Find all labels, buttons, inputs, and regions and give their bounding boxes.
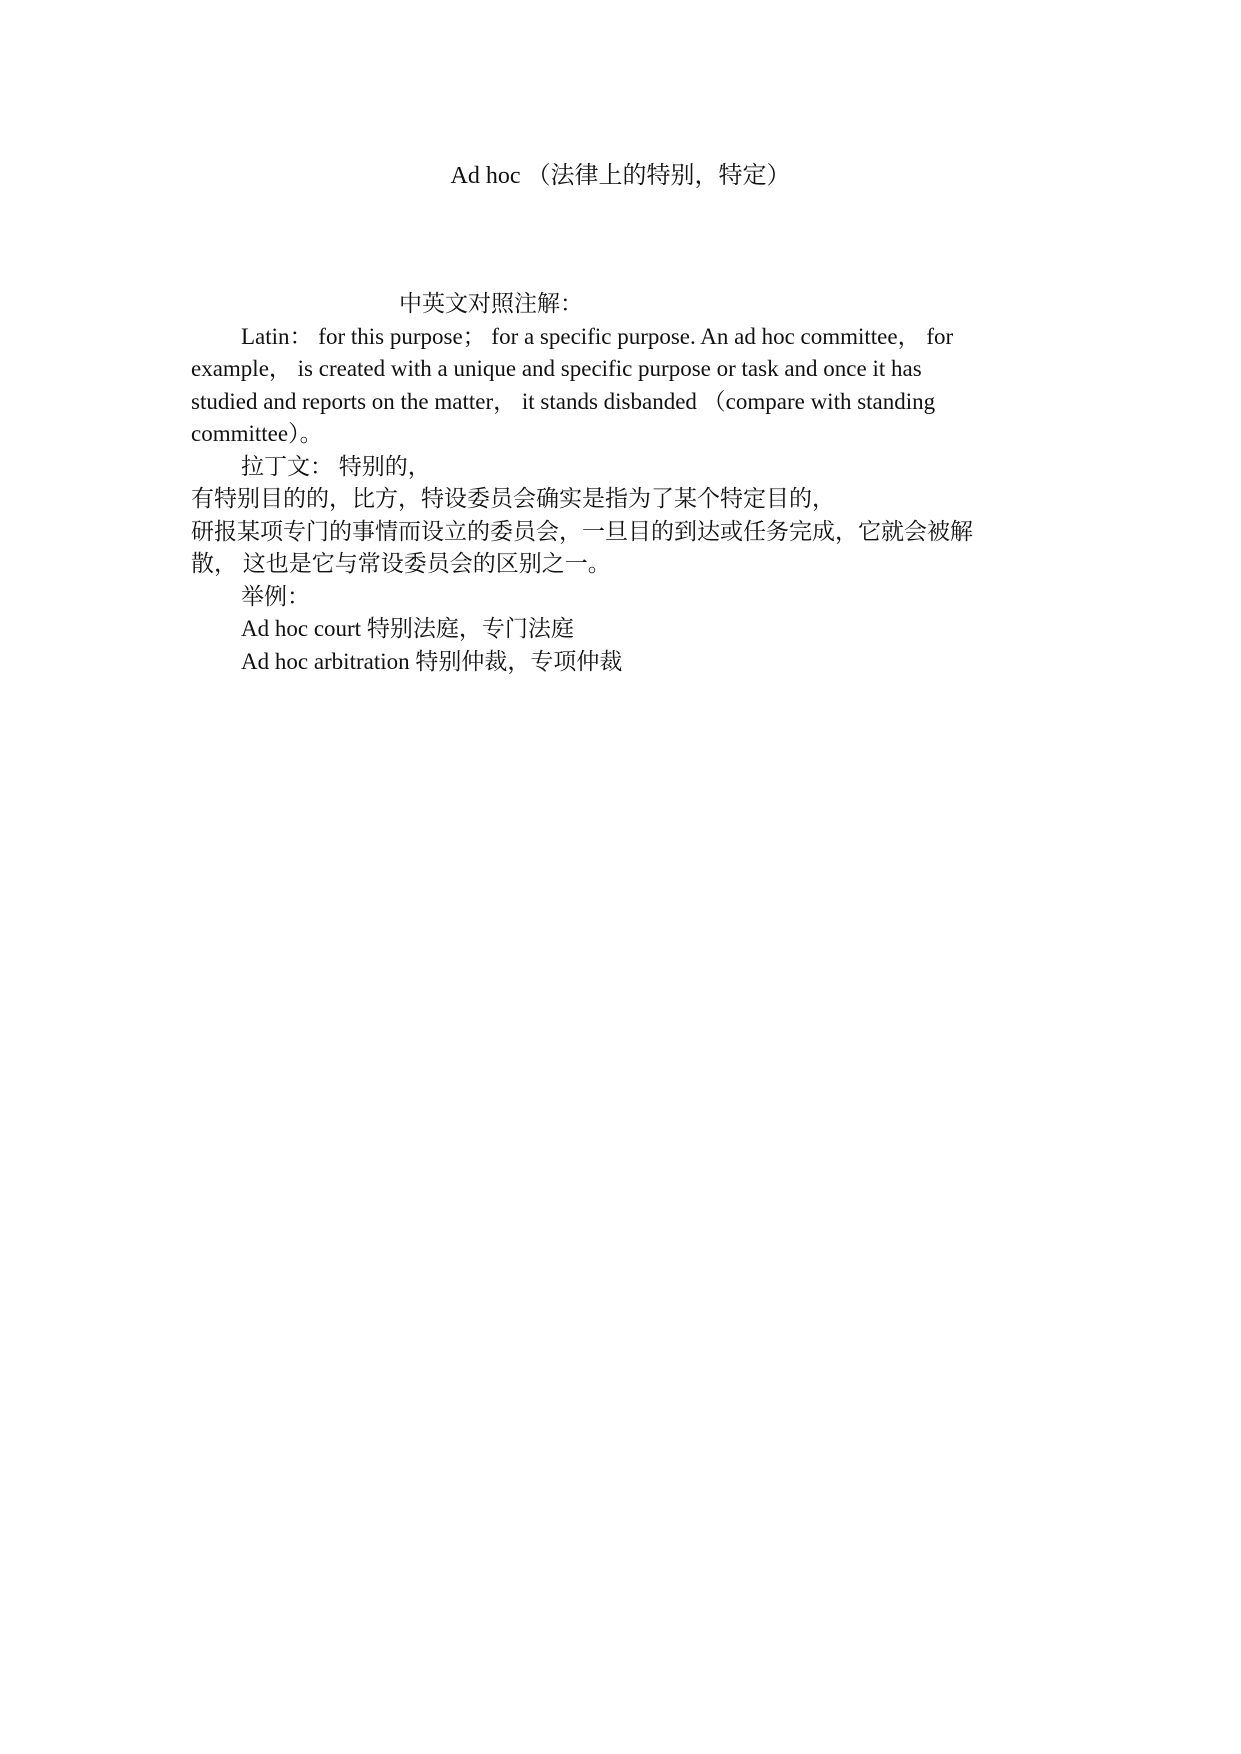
- page-title: Ad hoc （法律上的特别，特定）: [450, 163, 791, 189]
- section-subtitle: 中英文对照注解：: [399, 291, 583, 316]
- example-item-2: Ad hoc arbitration 特别仲裁，专项仲裁: [241, 648, 623, 674]
- chinese-paragraph-line-3: 研报某项专门的事情而设立的委员会，一旦目的到达或任务完成，它就会被解: [191, 518, 973, 544]
- english-paragraph-line-3: studied and reports on the matter， it stands disbanded （compare with standing: [191, 388, 936, 414]
- english-paragraph-line-1: Latin： for this purpose； for a specific purpose. An ad hoc committee， for: [241, 323, 954, 349]
- english-paragraph-line-4: committee）。: [191, 421, 323, 446]
- english-paragraph-line-2: example， is created with a unique and specific purpose or task and once it has: [191, 356, 922, 381]
- example-item-1: Ad hoc court 特别法庭，专门法庭: [241, 616, 574, 641]
- chinese-paragraph-line-1: 拉丁文： 特别的，: [241, 453, 431, 479]
- chinese-paragraph-line-4: 散， 这也是它与常设委员会的区别之一。: [191, 551, 611, 576]
- examples-heading: 举例：: [241, 583, 310, 609]
- document-body: [191, 288, 1051, 678]
- chinese-paragraph-line-2: 有特别目的的，比方，特设委员会确实是指为了某个特定目的，: [191, 486, 835, 511]
